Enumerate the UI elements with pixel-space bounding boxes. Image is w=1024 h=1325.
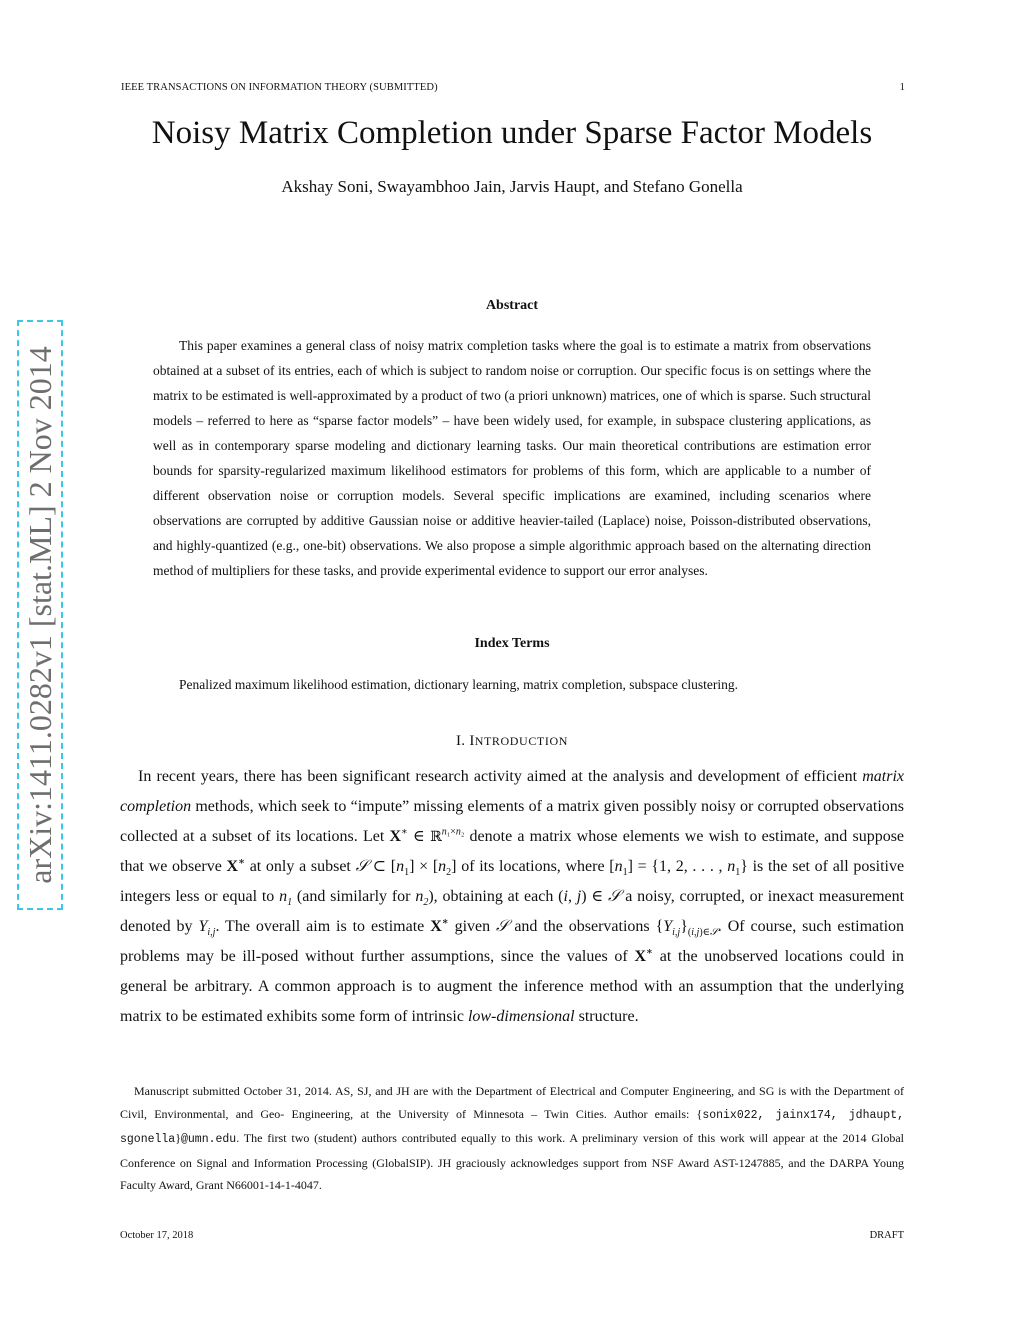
email-domain: @umn.edu: [180, 1133, 237, 1146]
footer-date: October 17, 2018: [120, 1230, 194, 1241]
math-n2: $n_2$: [415, 888, 429, 909]
math-x-star: X∗: [226, 856, 245, 875]
emphasis-matrix-completion: matrix completion: [120, 768, 904, 815]
math-subset-s: 𝒮 ⊂ $[n_1] \times [n_2]$: [355, 858, 457, 879]
math-x-star: X∗: [430, 916, 449, 935]
footnote: Manuscript submitted October 31, 2014. AS, SJ, and JH are with the Department of Electrical and Computer Engineering, and SG is with the Department of Civil, Environmental, and Geo- Engineering, at the University of Minnesota – Twin Cities. Author emails: {sonix022, jainx174, jdhaupt, sgonella}@umn.edu. The first two (student) authors contributed equally to this work. A preliminary version of this work will appear at the 2014 Global Conference on Signal and Information Processing (GlobalSIP). JH graciously acknowledges support from NSF Award AST-1247885, and the DARPA Young Faculty Award, Grant N66001-14-1-4047.: [120, 1084, 904, 1192]
author-emails: sonix022, jainx174, jdhaupt, sgonella: [120, 1108, 904, 1146]
paper-title: Noisy Matrix Completion under Sparse Factor Models: [151, 115, 873, 151]
math-n1: $n_1$: [279, 888, 293, 909]
math-observations: $\{Y_{i,j}\}_{(i,j)\in 𝒮}$: [655, 918, 718, 939]
arxiv-stamp[interactable]: [17, 320, 63, 910]
author-list: Akshay Soni, Swayambhoo Jain, Jarvis Haupt, and Stefano Gonella: [281, 177, 743, 196]
footer-status: DRAFT: [869, 1230, 904, 1241]
abstract-text: This paper examines a general class of noisy matrix completion tasks where the goal is to estimate a matrix from observations obtained at a subset of its entries, each of which is subject to random noise or corruption. Our specific focus is on settings where the matrix to be estimated is well-approximated by a product of two (a priori unknown) matrices, one of which is sparse. Such structural models – referred to here as “sparse factor models” – have been widely used, for example, in subspace clustering applications, as well as in contemporary sparse modeling and dictionary learning tasks. Our main theoretical contributions are estimation error bounds for sparsity-regularized maximum likelihood estimators for problems of this form, which are applicable to a number of different observation noise or corruption models. Several specific implications are examined, including scenarios where observations are corrupted by additive Gaussian noise or additive heavier-tailed (Laplace) noise, Poisson-distributed observations, and highly-quantized (e.g., one-bit) observations. We also propose a simple algorithmic approach based on the alternating direction method of multipliers for these tasks, and provide experimental evidence to support our error analyses.: [153, 338, 871, 578]
emphasis-low-dimensional: low-dimensional: [467, 1008, 575, 1025]
math-s: 𝒮: [496, 918, 509, 935]
abstract-heading: Abstract: [485, 298, 539, 313]
journal-name: IEEE TRANSACTIONS ON INFORMATION THEORY (SUBMITTED): [121, 82, 438, 93]
math-x-star: X∗: [634, 946, 653, 965]
index-terms: Penalized maximum likelihood estimation, dictionary learning, matrix completion, subspace clustering.: [179, 677, 738, 692]
page-number: 1: [899, 82, 905, 93]
section-title-rest: NTRODUCTION: [474, 734, 568, 748]
section-numeral: I.: [456, 733, 466, 749]
math-x-star-in-r: X∗ ∈ ℝ$^{n_1\times n_2}$: [389, 826, 465, 845]
math-ij-in-s: (i, j) ∈ 𝒮: [558, 888, 621, 905]
section-heading: [0, 730, 1024, 752]
index-terms-heading: Index Terms: [474, 636, 550, 651]
running-header: [121, 80, 905, 96]
section-title-initial: I: [469, 733, 475, 749]
intro-paragraph: In recent years, there has been significant research activity aimed at the analysis and development of efficient matrix completion methods, which seek to “impute” missing elements of a matrix given possibly noisy or corrupted observations collected at a subset of its locations. Let X∗ ∈ ℝ$^{n_1\times n_2}$ denote a matrix whose elements we wish to estimate, and suppose that we observe X∗ at only a subset 𝒮 ⊂ $[n_1] \times [n_2]$ of its locations, where $[n_1] = \{1$, 2, . . . , $n_1$} is the set of all positive integers less or equal to $n_1$ (and similarly for $n_2$), obtaining at each (i, j) ∈ 𝒮 a noisy, corrupted, or inexact measurement denoted by $Y_{i,j}$. The overall aim is to estimate X∗ given 𝒮 and the observations $\{Y_{i,j}\}_{(i,j)\in 𝒮}$. Of course, such estimation problems may be ill-posed without further assumptions, since the values of X∗ at the unobserved locations could in general be arbitrary. A common approach is to augment the inference method with an assumption that the underlying matrix to be estimated exhibits some form of intrinsic low-dimensional structure.: [120, 768, 905, 1025]
introduction-body: [120, 762, 904, 1032]
math-y-ij: $Y_{i,j}$: [198, 918, 216, 939]
arxiv-identifier: arXiv:1411.0282v1 [stat.ML] 2 Nov 2014: [22, 346, 58, 884]
math-n1-set: $[n_1] = \{1$, 2, . . . , $n_1$}: [609, 858, 748, 879]
